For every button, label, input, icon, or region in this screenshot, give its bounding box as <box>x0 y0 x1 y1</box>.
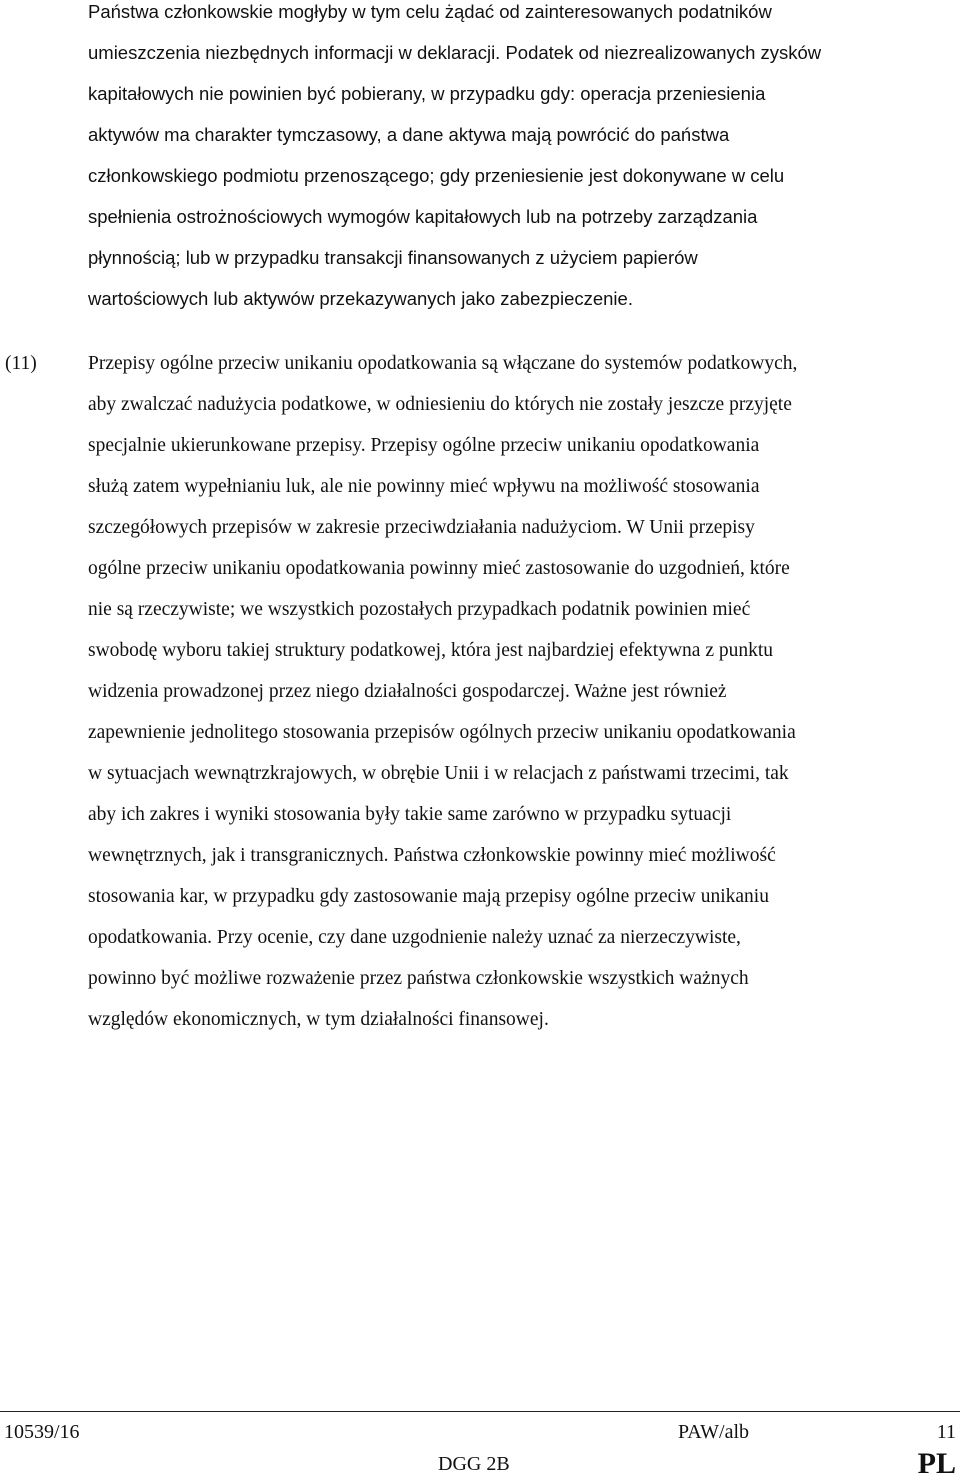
recital-line: aby zwalczać nadużycia podatkowe, w odniesieniu do których nie zostały jeszcze przyjęte <box>88 394 792 415</box>
recital-line: opodatkowania. Przy ocenie, czy dane uzgodnienie należy uznać za nierzeczywiste, <box>88 927 741 948</box>
document-number: 10539/16 <box>4 1421 80 1443</box>
recital-line: nie są rzeczywiste; we wszystkich pozostałych przypadkach podatnik powinien mieć <box>88 599 751 620</box>
recital-line: w sytuacjach wewnątrzkrajowych, w obrębie Unii i w relacjach z państwami trzecimi, tak <box>88 763 789 784</box>
recital-line: specjalnie ukierunkowane przepisy. Przepisy ogólne przeciw unikaniu opodatkowania <box>88 435 760 456</box>
language-code: PL <box>917 1447 956 1480</box>
recital-line: ogólne przeciw unikaniu opodatkowania powinny mieć zastosowanie do uzgodnień, które <box>88 558 790 579</box>
recital-number: (11) <box>5 353 37 374</box>
paragraph-line: umieszczenia niezbędnych informacji w deklaracji. Podatek od niezrealizowanych zysków <box>88 42 822 63</box>
paragraph-line: członkowskiego podmiotu przenoszącego; gdy przeniesienie jest dokonywane w celu <box>88 165 785 186</box>
recital-line: swobodę wyboru takiej struktury podatkowej, która jest najbardziej efektywna z punktu <box>88 640 774 661</box>
paragraph-line: Państwa członkowskie mogłyby w tym celu żądać od zainteresowanych podatników <box>88 1 772 22</box>
recital-line: służą zatem wypełnianiu luk, ale nie powinny mieć wpływu na możliwość stosowania <box>88 476 760 497</box>
recital-line: aby ich zakres i wyniki stosowania były takie same zarówno w przypadku sytuacji <box>88 804 732 825</box>
recital-line: stosowania kar, w przypadku gdy zastosowanie mają przepisy ogólne przeciw unikaniu <box>88 886 769 907</box>
directorate-code: DGG 2B <box>438 1453 510 1475</box>
footer-divider <box>0 1411 960 1412</box>
paragraph-line: kapitałowych nie powinien być pobierany, w przypadku gdy: operacja przeniesienia <box>88 83 766 104</box>
paragraph-line: spełnienia ostrożnościowych wymogów kapitałowych lub na potrzeby zarządzania <box>88 206 758 227</box>
recital-line: widzenia prowadzonej przez niego działalności gospodarczej. Ważne jest również <box>88 681 727 702</box>
recital-line: wewnętrznych, jak i transgranicznych. Państwa członkowskie powinny mieć możliwość <box>88 845 776 866</box>
recital-line: powinno być możliwe rozważenie przez państwa członkowskie wszystkich ważnych <box>88 968 749 989</box>
recital-line: Przepisy ogólne przeciw unikaniu opodatkowania są włączane do systemów podatkowych, <box>88 353 798 374</box>
author-initials: PAW/alb <box>678 1421 749 1443</box>
paragraph-line: płynnością; lub w przypadku transakcji finansowanych z użyciem papierów <box>88 247 698 268</box>
recital-line: zapewnienie jednolitego stosowania przepisów ogólnych przeciw unikaniu opodatkowania <box>88 722 796 743</box>
page-number: 11 <box>936 1421 956 1443</box>
paragraph-line: aktywów ma charakter tymczasowy, a dane aktywa mają powrócić do państwa <box>88 124 730 145</box>
recital-line: szczegółowych przepisów w zakresie przeciwdziałania nadużyciom. W Unii przepisy <box>88 517 755 538</box>
recital-line: względów ekonomicznych, w tym działalności finansowej. <box>88 1009 549 1030</box>
paragraph-line: wartościowych lub aktywów przekazywanych jako zabezpieczenie. <box>88 288 633 309</box>
